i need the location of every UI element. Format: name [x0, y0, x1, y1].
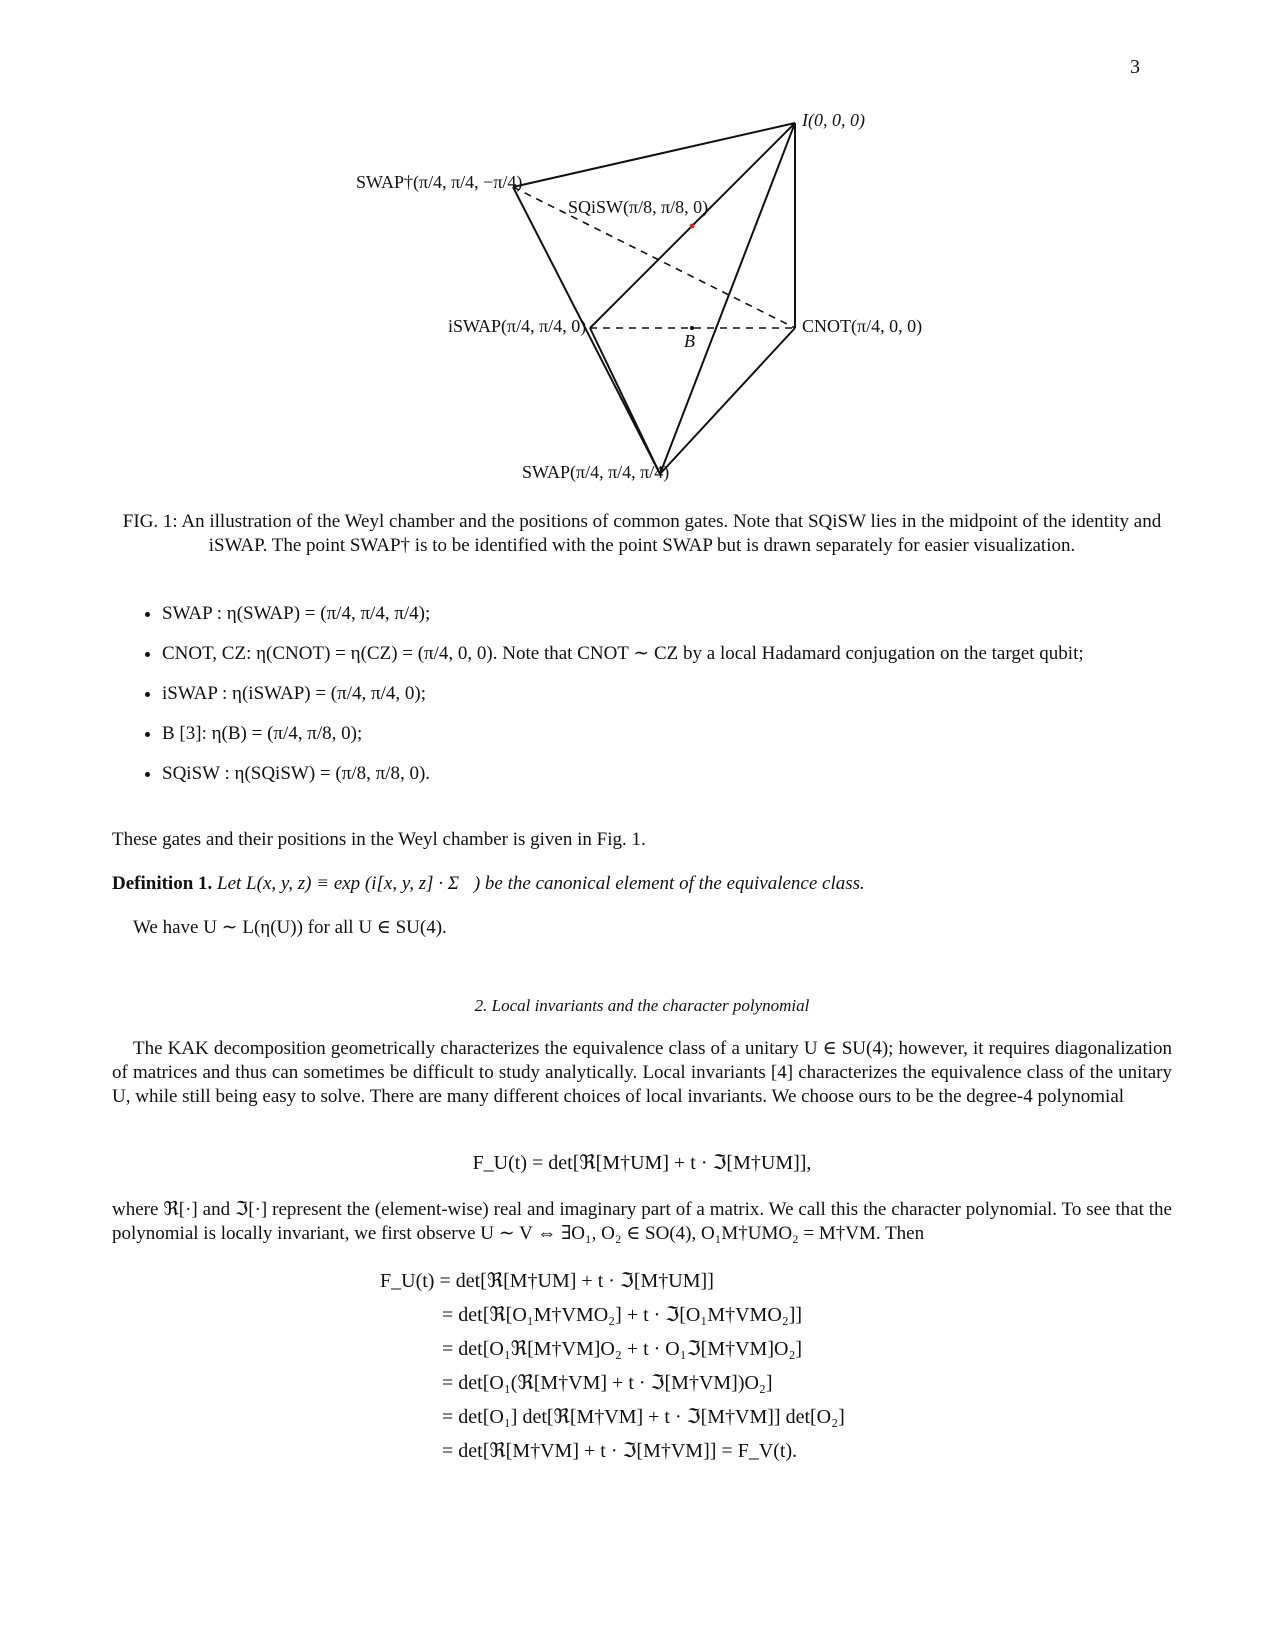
gate-sqisw: • SQiSW : η(SQiSW) = (π/8, π/8, 0). [162, 762, 1212, 786]
gate-b: • B [3]: η(B) = (π/4, π/8, 0); [162, 722, 1212, 746]
gate-swap: • SWAP : η(SWAP) = (π/4, π/4, π/4); [162, 602, 1212, 626]
label-swap-dagger: SWAP†(π/4, π/4, −π/4) [356, 172, 523, 192]
definition [112, 872, 1172, 896]
paragraph-character-polynomial: where ℜ[·] and ℑ[·] represent the (element-wise) real and imaginary part of a matrix. We call this the character polynomial. To see that the polynomial is locally invariant, we first observe U ∼ V ⇔ ∃O₁, O₂ ∈ SO(4), O₁M†UMO₂ = M†VM. Then [112, 1199, 1172, 1244]
definition-label: Definition 1. [112, 873, 213, 894]
edge-cnot-swap [660, 328, 795, 474]
sqisw-point [690, 224, 695, 229]
derivation-line: = det[O₁ℜ[M†VM]O₂ + t · O₁ℑ[M†VM]O₂] [442, 1338, 803, 1360]
label-iswap: iSWAP(π/4, π/4, 0) [448, 316, 587, 336]
we-have-statement: We have U ∼ L(η(U)) for all U ∈ SU(4). [133, 917, 447, 938]
section-heading: 2. Local invariants and the character polynomial [474, 996, 810, 1015]
page-number: 3 [1130, 56, 1140, 78]
gate-cnot-cz: • CNOT, CZ: η(CNOT) = η(CZ) = (π/4, 0, 0). Note that CNOT ∼ CZ by a local Hadamard conjugation on the target qubit; [162, 642, 1212, 666]
derivation-line: = det[O₁] det[ℜ[M†VM] + t · ℑ[M†VM]] det[O₂] [442, 1406, 845, 1428]
label-identity: I(0, 0, 0) [802, 110, 865, 130]
derivation-line: = det[O₁(ℜ[M†VM] + t · ℑ[M†VM])O₂] [442, 1372, 773, 1394]
gate-iswap: • iSWAP : η(iSWAP) = (π/4, π/4, 0); [162, 682, 1212, 706]
label-b: B [684, 331, 695, 351]
weyl-chamber-figure [0, 0, 1275, 500]
derivation-line: = det[ℜ[O₁M†VMO₂] + t · ℑ[O₁M†VMO₂]] [442, 1304, 803, 1326]
label-swap: SWAP(π/4, π/4, π/4) [522, 462, 670, 482]
derivation-line: F_U(t) = det[ℜ[M†UM] + t · ℑ[M†UM]] [380, 1270, 714, 1292]
gate-list [120, 602, 1212, 802]
edge-identity-swap [660, 123, 795, 474]
paragraph-kak: The KAK decomposition geometrically characterizes the equivalence class of a unitary U ∈ SU(4); however, it requires diagonalization of matrices and thus can sometimes be difficult to study analytically. Local invariants [4] characterizes the equivalence class of the unitary U, while still being easy to solve. There are many different choices of local invariants. We choose ours to be the degree-4 polynomial [112, 1038, 1172, 1107]
derivation [380, 1268, 845, 1472]
label-cnot: CNOT(π/4, 0, 0) [802, 316, 923, 336]
derivation-line: = det[ℜ[M†VM] + t · ℑ[M†VM]] = F_V(t). [442, 1440, 798, 1462]
b-point [690, 326, 694, 330]
label-sqisw: SQiSW(π/8, π/8, 0) [568, 197, 709, 217]
equation-character-polynomial: F_U(t) = det[ℜ[M†UM] + t · ℑ[M†UM]], [472, 1152, 812, 1174]
definition-text: Let L(x, y, z) ≡ exp (i[x, y, z] · Σ⃗) be the canonical element of the equivalence class. [217, 873, 865, 894]
gates-summary: These gates and their positions in the Weyl chamber is given in Fig. 1. [112, 829, 646, 850]
edge-iswap-swap [590, 328, 660, 474]
edge-swapdagger-identity [513, 123, 795, 187]
figure-caption: FIG. 1: An illustration of the Weyl chamber and the positions of common gates. Note that SQiSW lies in the midpoint of the identity and iSWAP. The point SWAP† is to be identified with the point SWAP but is drawn separately for easier visualization. [122, 511, 1162, 556]
